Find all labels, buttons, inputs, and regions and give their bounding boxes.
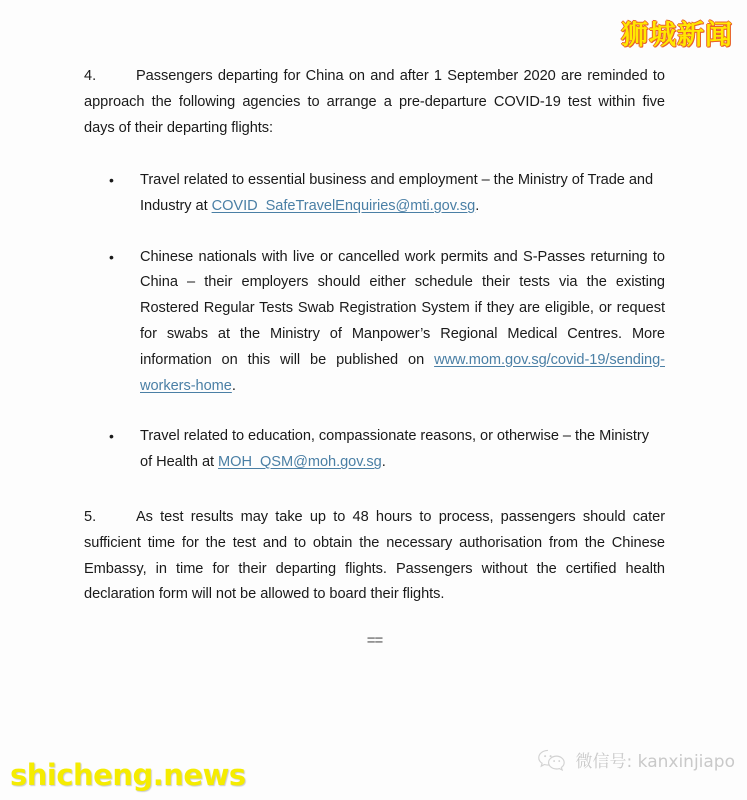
paragraph-4-content: Passengers departing for China on and after 1 September 2020 are reminded to approach the following agencies to arrange a pre-departure COVID-19 test within five days of their departing flights: — [84, 68, 665, 136]
list-item-text-after: . — [381, 454, 386, 471]
watermark-wechat — [537, 747, 735, 772]
paragraph-5 — [84, 505, 665, 608]
wechat-label: 微信号: kanxinjiapo — [575, 752, 735, 772]
bullet-list — [84, 168, 665, 501]
email-link-moh[interactable]: MOH_QSM@moh.gov.sg — [218, 454, 382, 471]
watermark-site-logo: shicheng.news — [10, 758, 246, 792]
email-link-mti[interactable]: COVID_SafeTravelEnquiries@mti.gov.sg — [211, 197, 476, 214]
bullet-marker-icon: • — [109, 248, 114, 265]
watermark-top-right: 狮城新闻 — [621, 20, 733, 51]
paragraph-5-number: 5. — [84, 509, 97, 525]
paragraph-4-number: 4. — [84, 68, 97, 84]
list-item — [84, 424, 665, 476]
list-item-text — [140, 168, 665, 220]
list-item-text — [140, 245, 665, 400]
list-item-text-before: Chinese nationals with live or cancelled work permits and S-Passes returning to China – their employers should either schedule their tests via the existing Rostered Regular Tests Swab Registration System if they are eligible, or request for swabs at the Ministry of Manpower’s Regional Medical Centres. More information on this will be published on — [140, 248, 665, 368]
list-item-text — [140, 424, 665, 476]
list-item-text-before: Travel related to essential business and employment – the Ministry of Trade and Industry at — [140, 172, 654, 214]
list-item-text-after: . — [475, 197, 480, 214]
end-of-document-mark: == — [366, 632, 383, 649]
list-item-text-after: . — [231, 377, 236, 394]
list-item — [84, 245, 665, 400]
bullet-marker-icon: • — [109, 428, 114, 445]
paragraph-5-text — [84, 505, 665, 608]
list-item — [84, 168, 665, 220]
paragraph-4-text — [84, 64, 665, 141]
paragraph-5-content: As test results may take up to 48 hours to process, passengers should cater sufficient time for the test and to obtain the necessary authorisation from the Chinese Embassy, in time for their departing flights. Passengers without the certified health declaration form will not be allowed to board their flights. — [84, 509, 665, 603]
list-item-text-before: Travel related to education, compassionate reasons, or otherwise – the Ministry of Health at — [140, 428, 649, 471]
wechat-icon — [537, 748, 567, 772]
url-link-mom[interactable]: www.mom.gov.sg/covid-19/sending-workers-home — [140, 351, 665, 394]
bullet-marker-icon: • — [109, 172, 114, 188]
paragraph-4 — [84, 64, 665, 141]
